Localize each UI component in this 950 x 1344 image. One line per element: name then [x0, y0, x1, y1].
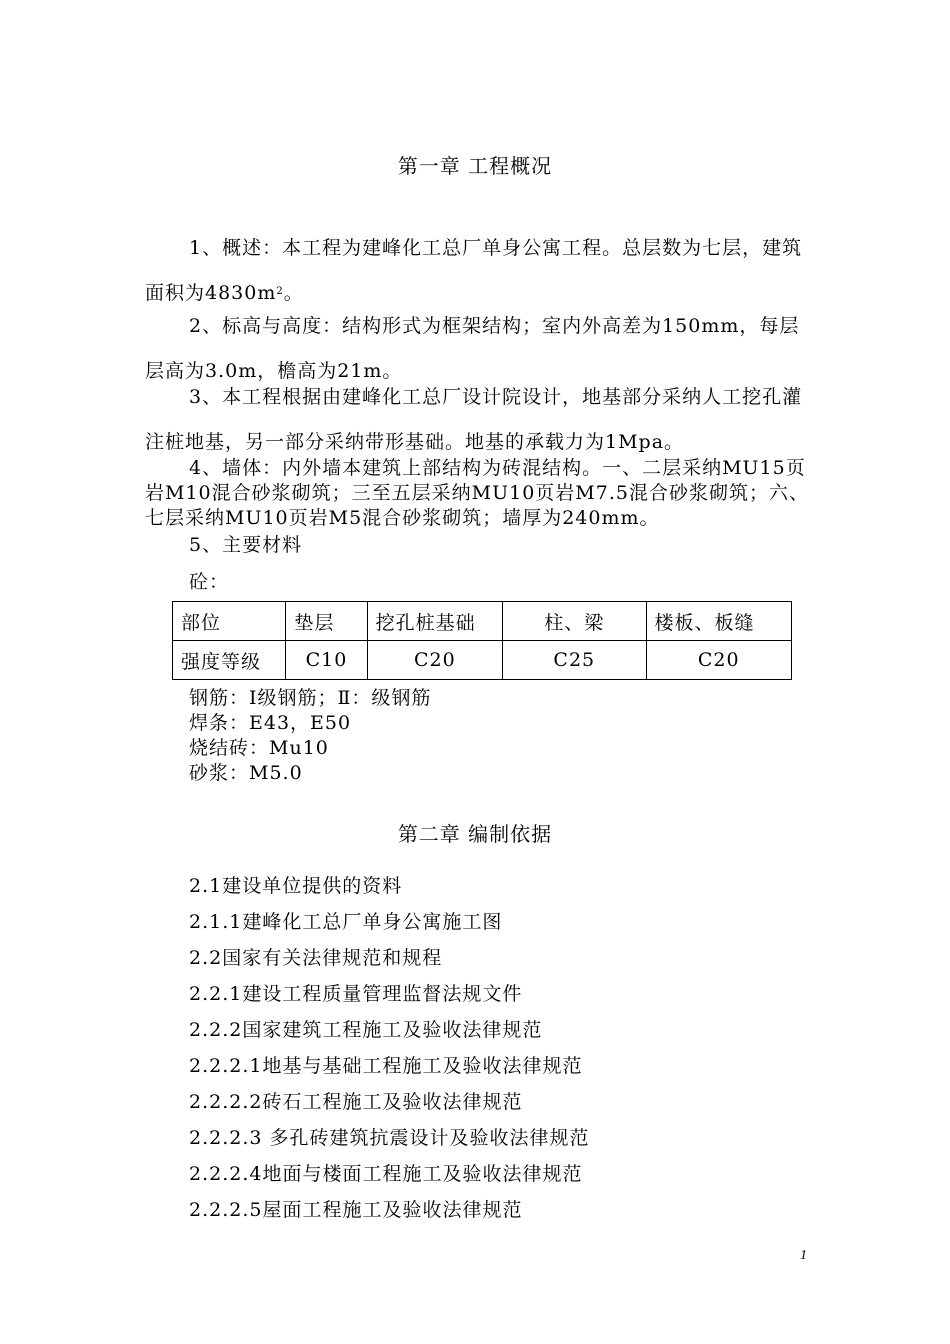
- concrete-grade-table: [172, 601, 792, 680]
- table-cell: C10: [286, 641, 367, 680]
- overview-text: 1、概述：本工程为建峰化工总厂单身公寓工程。总层数为七层，建筑面积为4830m: [145, 237, 803, 304]
- table-header-row: [173, 602, 792, 641]
- paragraph-foundation: [145, 375, 815, 465]
- walls-text: 4、墙体：内外墙本建筑上部结构为砖混结构。一、二层采纳MU15页岩M10混合砂浆砌筑；三至五层采纳MU10页岩M7.5混合砂浆砌筑；六、七层采纳MU10页岩M5混合砂浆砌筑；墙厚为240mm。: [145, 457, 809, 529]
- paragraph-overview: [145, 226, 815, 316]
- list-item: 2.1建设单位提供的资料: [189, 875, 403, 897]
- table-cell: 柱、梁: [503, 602, 646, 641]
- brick-line: 烧结砖：Mu10: [189, 737, 329, 759]
- table-cell: C20: [367, 641, 502, 680]
- table-cell: 垫层: [286, 602, 367, 641]
- overview-end: 。: [283, 282, 304, 304]
- table-cell: C25: [503, 641, 646, 680]
- elevation-text: 2、标高与高度：结构形式为框架结构；室内外高差为150mm，每层层高为3.0m，檐高为21m。: [145, 315, 800, 382]
- main-materials-heading: 5、主要材料: [189, 534, 303, 556]
- table-cell: 强度等级: [173, 641, 286, 680]
- superscript-2: 2: [276, 286, 284, 297]
- list-item: 2.2.2.1地基与基础工程施工及验收法律规范: [189, 1055, 583, 1077]
- page-number: 1: [800, 1248, 807, 1263]
- mortar-line: 砂浆：M5.0: [189, 762, 303, 784]
- concrete-label: 砼：: [189, 571, 230, 593]
- chapter-2-title: 第二章 编制依据: [397, 822, 553, 846]
- list-item: 2.2.2.2砖石工程施工及验收法律规范: [189, 1091, 523, 1113]
- list-item: 2.2国家有关法律规范和规程: [189, 947, 443, 969]
- table-cell: 楼板、板缝: [646, 602, 792, 641]
- list-item: 2.2.2.4地面与楼面工程施工及验收法律规范: [189, 1163, 583, 1185]
- list-item: 2.2.1建设工程质量管理监督法规文件: [189, 983, 523, 1005]
- foundation-text: 3、本工程根据由建峰化工总厂设计院设计，地基部分采纳人工挖孔灌注桩地基，另一部分采纳带形基础。地基的承载力为1Mpa。: [145, 386, 803, 453]
- table-cell: 部位: [173, 602, 286, 641]
- chapter-1-title: 第一章 工程概况: [397, 154, 553, 178]
- list-item: 2.2.2.5屋面工程施工及验收法律规范: [189, 1199, 523, 1221]
- table-cell: 挖孔桩基础: [367, 602, 502, 641]
- table-row: [173, 641, 792, 680]
- electrode-line: 焊条：E43，E50: [189, 712, 352, 734]
- list-item: 2.1.1建峰化工总厂单身公寓施工图: [189, 911, 503, 933]
- paragraph-walls: [145, 456, 815, 531]
- table-cell: C20: [646, 641, 792, 680]
- list-item: 2.2.2国家建筑工程施工及验收法律规范: [189, 1019, 543, 1041]
- rebar-line: 钢筋：Ⅰ级钢筋；Ⅱ：级钢筋: [189, 687, 432, 709]
- list-item: 2.2.2.3 多孔砖建筑抗震设计及验收法律规范: [189, 1127, 590, 1149]
